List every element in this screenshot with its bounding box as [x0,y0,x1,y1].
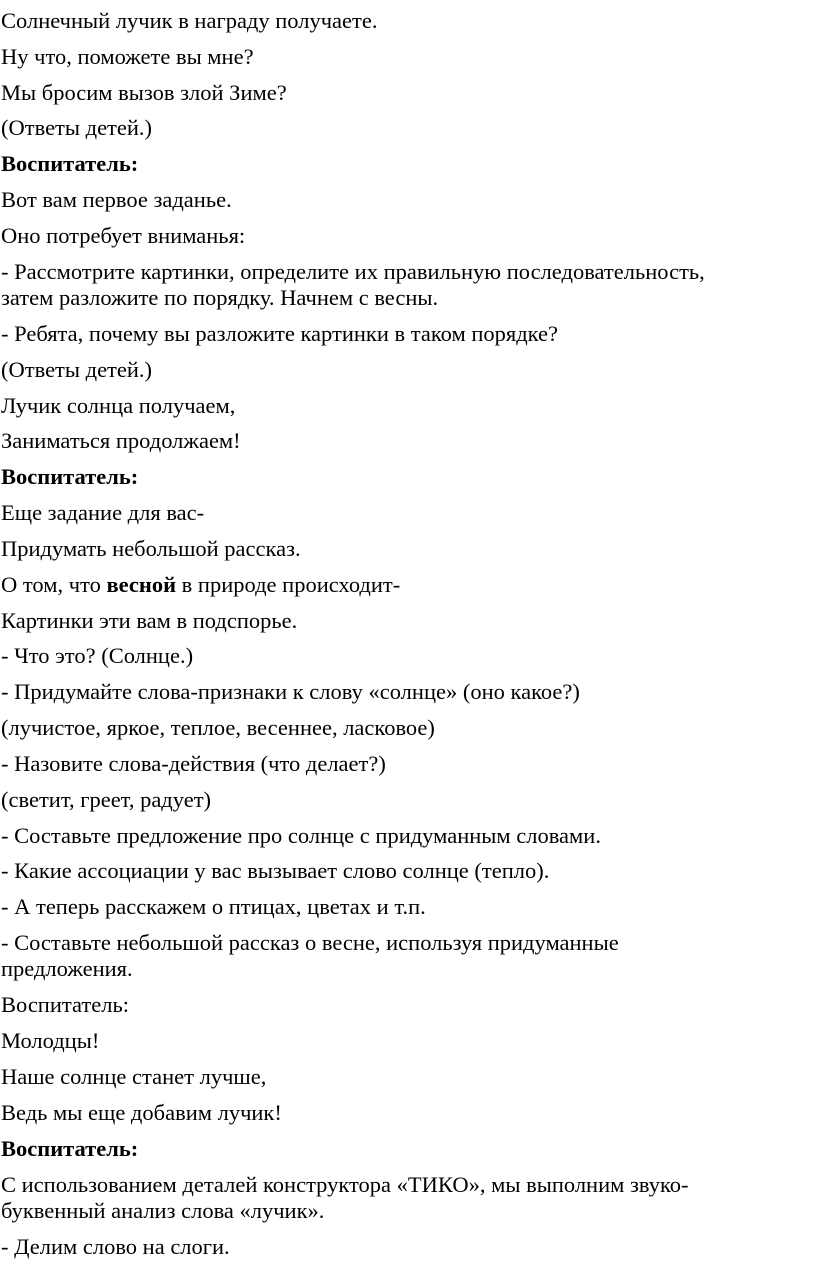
text-line: Молодцы! [1,1028,100,1053]
text-line: - Какие ассоциации у вас вызывает слово солнце (тепло). [1,858,550,883]
text-line: затем разложите по порядку. Начнем с весны. [1,285,439,310]
text-line: Еще задание для вас- [1,500,205,525]
text-line: С использованием деталей конструктора «ТИКО», мы выполним звуко- [1,1172,689,1197]
text-line: буквенный анализ слова «лучик». [1,1198,325,1223]
text-line: Оно потребует вниманья: [1,223,246,248]
text-line: - Составьте предложение про солнце с придуманным словами. [1,823,601,848]
text-line: предложения. [1,956,133,981]
text-line: Воспитатель: [1,992,129,1017]
text-line: - Что это? (Солнце.) [1,643,194,668]
speaker-heading: Воспитатель: [1,151,139,176]
text-line: Солнечный лучик в награду получаете. [1,8,378,33]
speaker-heading: Воспитатель: [1,1136,139,1161]
text-line: - Ребята, почему вы разложите картинки в таком порядке? [1,321,559,346]
text-fragment: в природе происходит- [181,572,401,597]
text-line: Ну что, поможете вы мне? [1,44,254,69]
text-line: (светит, греет, радует) [1,787,212,812]
speaker-heading: Воспитатель: [1,464,139,489]
text-line: - Делим слово на слоги. [1,1234,230,1259]
text-line: Придумать небольшой рассказ. [1,536,301,561]
text-fragment: О том, что [1,572,101,597]
text-line: (лучистое, яркое, теплое, весеннее, ласковое) [1,715,435,740]
emphasized-word: весной [106,572,177,597]
text-line: Лучик солнца получаем, [1,393,236,418]
text-line: (Ответы детей.) [1,357,153,382]
text-line: - Рассмотрите картинки, определите их правильную последовательность, [1,259,705,284]
text-line: (Ответы детей.) [1,115,153,140]
text-line: - А теперь расскажем о птицах, цветах и т.п. [1,894,426,919]
text-line: Мы бросим вызов злой Зиме? [1,80,287,105]
text-line: Вот вам первое заданье. [1,187,232,212]
text-line: - Составьте небольшой рассказ о весне, используя придуманные [1,930,619,955]
text-line: Ведь мы еще добавим лучик! [1,1100,282,1125]
text-line-with-emphasis [1,572,400,598]
text-line: - Назовите слова-действия (что делает?) [1,751,386,776]
text-line: Наше солнце станет лучше, [1,1064,267,1089]
text-line: Картинки эти вам в подспорье. [1,608,298,633]
text-line: Заниматься продолжаем! [1,428,241,453]
text-line: - Придумайте слова-признаки к слову «солнце» (оно какое?) [1,679,580,704]
